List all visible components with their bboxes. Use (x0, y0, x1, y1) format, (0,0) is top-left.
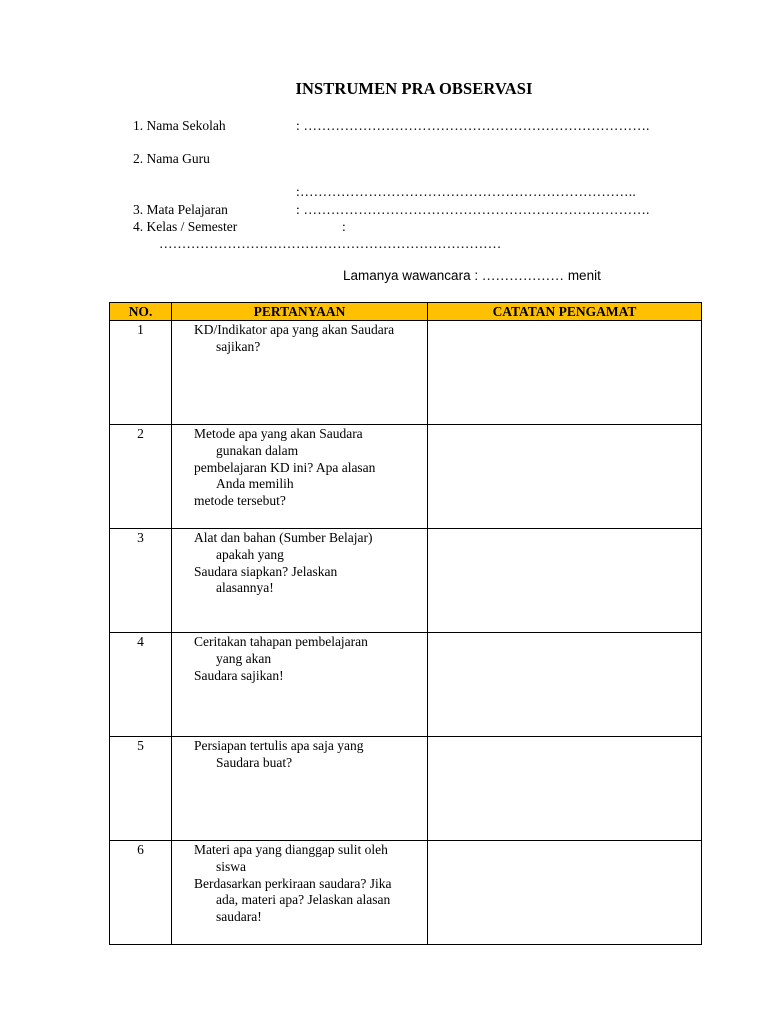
question-text: metode tersebut? (194, 493, 286, 509)
header-observer-notes: CATATAN PENGAMAT (428, 303, 702, 321)
row-number: 3 (110, 529, 172, 633)
question-text: Persiapan tertulis apa saja yang (194, 738, 364, 753)
question-cell (172, 633, 428, 737)
duration-label: Lamanya wawancara : (343, 268, 479, 283)
document-title: INSTRUMEN PRA OBSERVASI (295, 79, 533, 98)
observation-table (109, 302, 702, 945)
teacher-label: 2. Nama Guru (133, 151, 210, 166)
observer-notes-cell[interactable] (428, 841, 702, 945)
question-text: pembelajaran KD ini? Apa alasan (194, 459, 376, 475)
question-cell (172, 737, 428, 841)
row-number: 4 (110, 633, 172, 737)
question-text: yang akan (216, 650, 272, 666)
row-number: 6 (110, 841, 172, 945)
class-label: 4. Kelas / Semester (133, 219, 238, 234)
question-text: Metode apa yang akan Saudara (194, 426, 363, 441)
observer-notes-cell[interactable] (428, 529, 702, 633)
table-row (110, 737, 702, 841)
duration-unit: menit (567, 268, 601, 283)
table-row (110, 633, 702, 737)
question-text: gunakan dalam (216, 442, 299, 458)
observer-notes-cell[interactable] (428, 737, 702, 841)
table-row (110, 529, 702, 633)
row-number: 5 (110, 737, 172, 841)
row-number: 1 (110, 321, 172, 425)
question-text: Saudara siapkan? Jelaskan (194, 563, 338, 579)
question-text: Berdasarkan perkiraan saudara? Jika (194, 875, 392, 891)
table-header-row (110, 303, 702, 321)
observer-notes-cell[interactable] (428, 425, 702, 529)
question-cell (172, 841, 428, 945)
subject-label: 3. Mata Pelajaran (133, 202, 228, 217)
observer-notes-cell[interactable] (428, 633, 702, 737)
question-text: KD/Indikator apa yang akan Saudara (194, 322, 395, 337)
school-label: 1. Nama Sekolah (133, 118, 226, 133)
question-text: Saudara buat? (216, 754, 293, 770)
table-row (110, 425, 702, 529)
interview-duration (343, 268, 601, 284)
question-text: Saudara sajikan! (194, 667, 284, 683)
class-colon: : (342, 219, 346, 234)
teacher-value: :……………………………………………………………….. (296, 184, 636, 199)
header-question: PERTANYAAN (172, 303, 428, 321)
header-no: NO. (110, 303, 172, 321)
observer-notes-cell[interactable] (428, 321, 702, 425)
question-text: Ceritakan tahapan pembelajaran (194, 634, 368, 649)
question-text: alasannya! (216, 580, 274, 596)
table-row (110, 841, 702, 945)
question-cell (172, 529, 428, 633)
school-value: : …………………………………………………………………. (296, 118, 650, 133)
table-row (110, 321, 702, 425)
row-number: 2 (110, 425, 172, 529)
question-text: Alat dan bahan (Sumber Belajar) (194, 530, 373, 545)
question-cell (172, 425, 428, 529)
question-text: Anda memilih (216, 476, 294, 492)
question-text: sajikan? (216, 338, 261, 354)
subject-value: : …………………………………………………………………. (296, 202, 650, 217)
question-cell (172, 321, 428, 425)
question-text: siswa (216, 858, 246, 874)
class-value: ………………………………………………………………… (159, 236, 502, 251)
question-text: apakah yang (216, 546, 284, 562)
duration-dots: ……………… (481, 268, 565, 283)
question-text: saudara! (216, 909, 262, 925)
question-text: ada, materi apa? Jelaskan alasan (216, 892, 391, 908)
question-text: Materi apa yang dianggap sulit oleh (194, 842, 388, 857)
